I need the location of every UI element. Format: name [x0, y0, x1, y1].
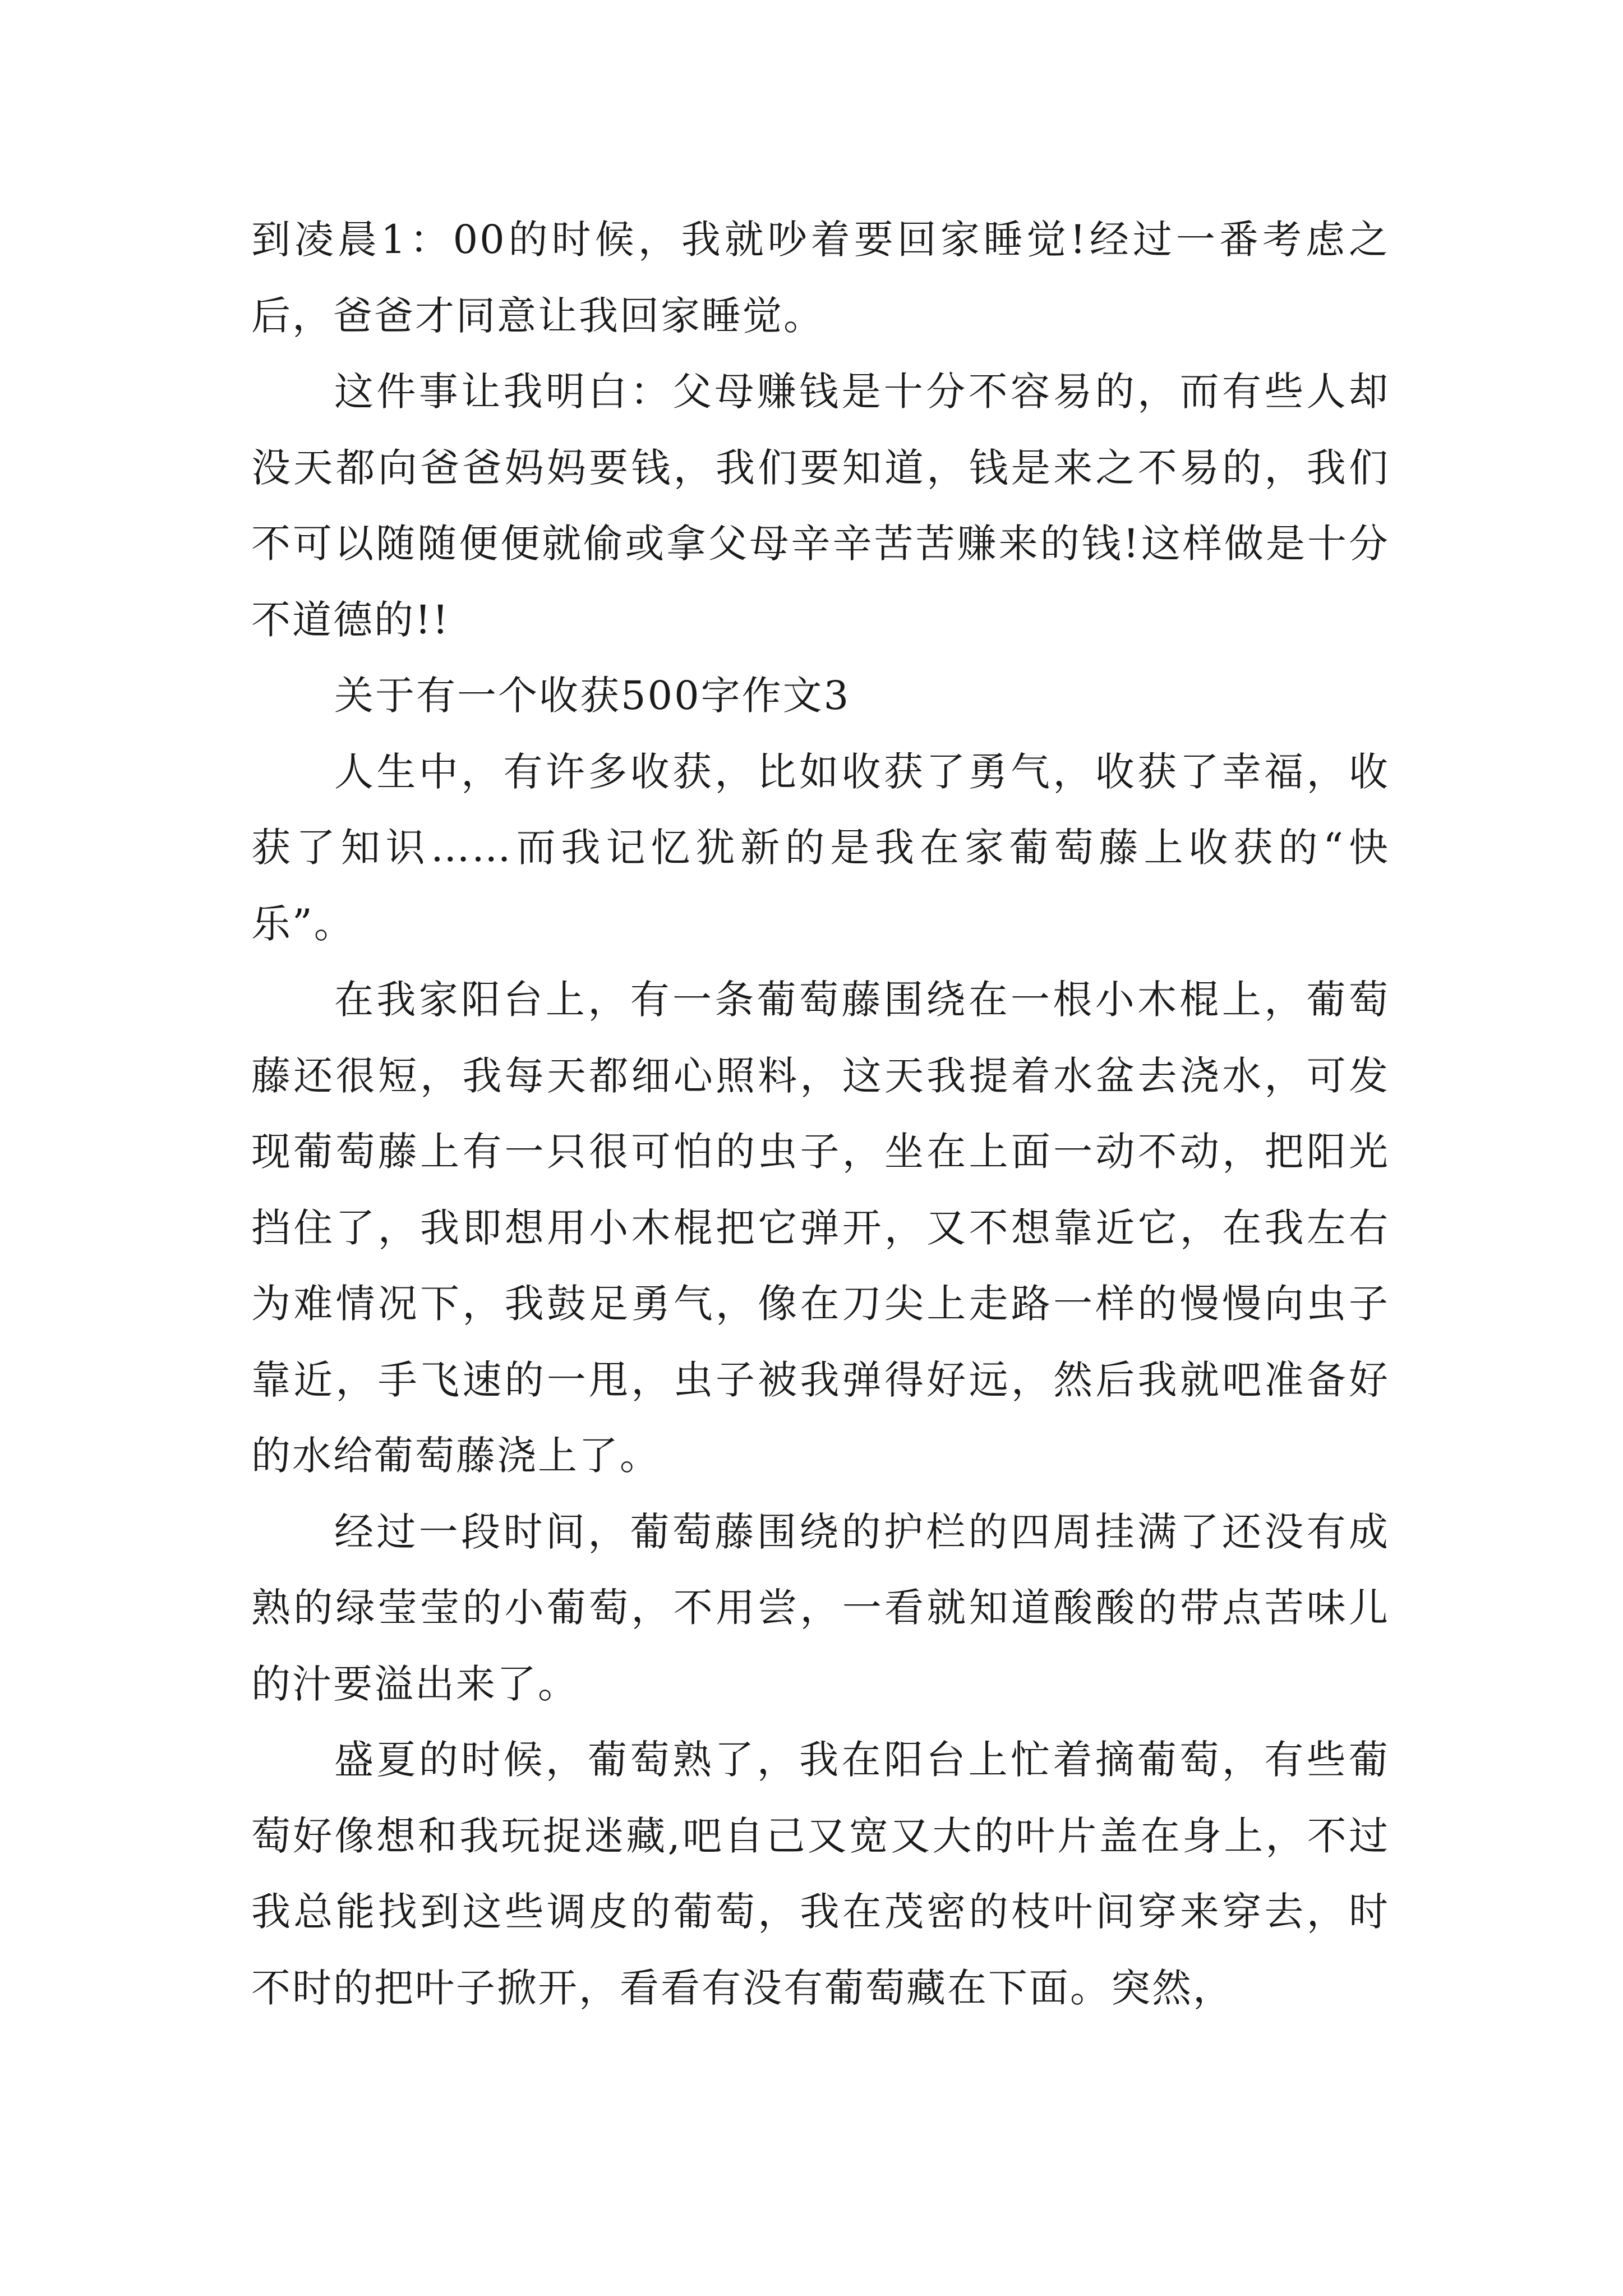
paragraph-4: 在我家阳台上，有一条葡萄藤围绕在一根小木棍上，葡萄藤还很短，我每天都细心照料，这天我提着水盆去浇水，可发现葡萄藤上有一只很可怕的虫子，坐在上面一动不动，把阳光挡住了，我即想用小木棍把它弹开，又不想靠近它，在我左右为难情况下，我鼓足勇气，像在刀尖上走路一样的慢慢向虫子靠近，手飞速的一甩，虫子被我弹得好远，然后我就吧准备好的水给葡萄藤浇上了。: [251, 977, 1390, 1479]
paragraph-3: 人生中，有许多收获，比如收获了勇气，收获了幸福，收获了知识……而我记忆犹新的是我在家葡萄藤上收获的“快乐”。: [251, 748, 1390, 947]
paragraph-2: 这件事让我明白：父母赚钱是十分不容易的，而有些人却没天都向爸爸妈妈要钱，我们要知道，钱是来之不易的，我们不可以随随便便就偷或拿父母辛辛苦苦赚来的钱!这样做是十分不道德的!!: [251, 369, 1390, 643]
paragraph-5: 经过一段时间，葡萄藤围绕的护栏的四周挂满了还没有成熟的绿莹莹的小葡萄，不用尝，一看就知道酸酸的带点苦味儿的汁要溢出来了。: [251, 1508, 1390, 1707]
document-body: [251, 202, 1390, 2026]
paragraph-1: 到凌晨1：00的时候，我就吵着要回家睡觉!经过一番考虑之后，爸爸才同意让我回家睡觉。: [251, 217, 1390, 339]
paragraph-6: 盛夏的时候，葡萄熟了，我在阳台上忙着摘葡萄，有些葡萄好像想和我玩捉迷藏,吧自己又宽又大的叶片盖在身上，不过我总能找到这些调皮的葡萄，我在茂密的枝叶间穿来穿去，时不时的把叶子掀开，看看有没有葡萄藏在下面。突然，: [251, 1737, 1390, 2011]
section-heading: 关于有一个收获500字作文3: [334, 673, 851, 719]
